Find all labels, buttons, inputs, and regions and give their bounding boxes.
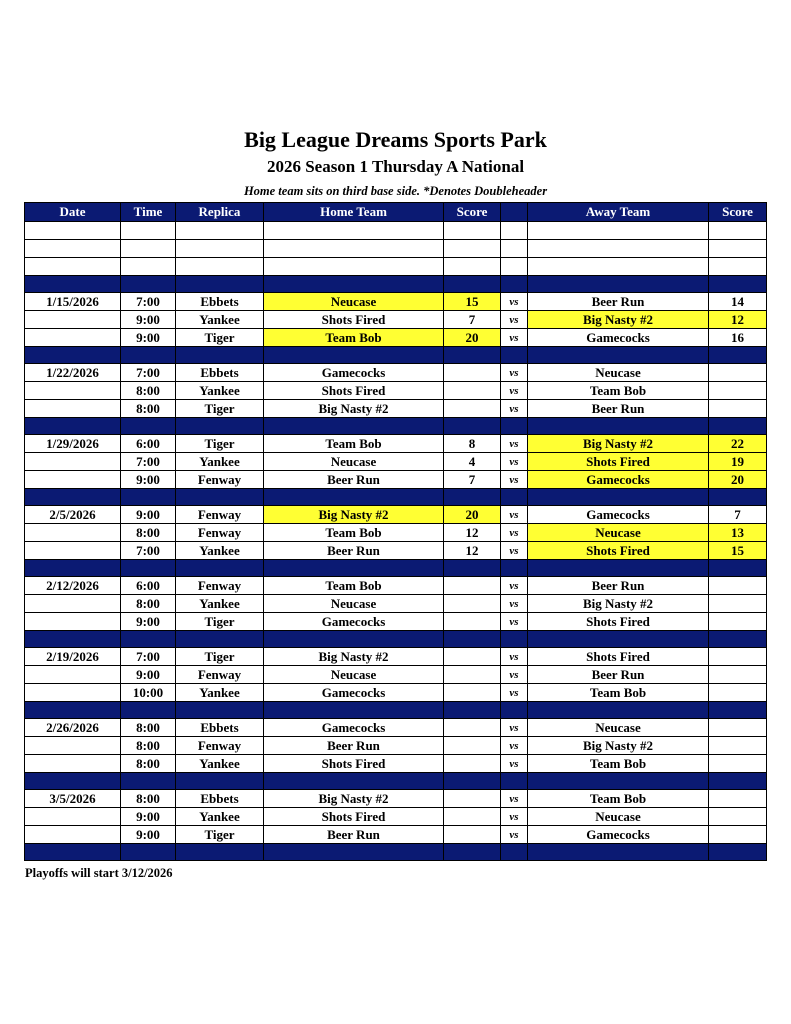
home-team: Big Nasty #2 (264, 506, 444, 524)
game-replica: Ebbets (176, 293, 264, 311)
game-time: 8:00 (121, 382, 176, 400)
game-replica: Yankee (176, 311, 264, 329)
vs-label: vs (501, 400, 528, 418)
home-team: Neucase (264, 666, 444, 684)
season-subtitle: 2026 Season 1 Thursday A National (266, 157, 525, 176)
week-divider (25, 276, 767, 293)
game-time: 9:00 (121, 826, 176, 844)
home-score (444, 400, 501, 418)
vs-label: vs (501, 737, 528, 755)
vs-label: vs (501, 471, 528, 489)
game-row (25, 471, 767, 489)
vs-label: vs (501, 311, 528, 329)
away-team: Gamecocks (528, 506, 709, 524)
game-date (25, 595, 121, 613)
vs-label: vs (501, 613, 528, 631)
game-replica: Yankee (176, 453, 264, 471)
game-time: 7:00 (121, 364, 176, 382)
game-date: 3/5/2026 (25, 790, 121, 808)
game-replica: Tiger (176, 613, 264, 631)
away-score: 15 (709, 542, 767, 560)
col-header-home-team: Home Team (264, 203, 444, 222)
home-team: Shots Fired (264, 311, 444, 329)
home-team: Gamecocks (264, 613, 444, 631)
away-team: Neucase (528, 524, 709, 542)
away-score: 7 (709, 506, 767, 524)
col-header-time: Time (121, 203, 176, 222)
home-team: Shots Fired (264, 382, 444, 400)
away-score: 14 (709, 293, 767, 311)
game-row (25, 595, 767, 613)
game-row (25, 826, 767, 844)
game-time: 8:00 (121, 524, 176, 542)
away-team: Big Nasty #2 (528, 311, 709, 329)
game-row (25, 790, 767, 808)
home-score (444, 826, 501, 844)
game-date: 2/12/2026 (25, 577, 121, 595)
game-date (25, 311, 121, 329)
away-team: Shots Fired (528, 542, 709, 560)
blank-row (25, 240, 767, 258)
col-header-away-team: Away Team (528, 203, 709, 222)
away-score (709, 648, 767, 666)
game-time: 9:00 (121, 311, 176, 329)
home-score (444, 382, 501, 400)
game-replica: Tiger (176, 648, 264, 666)
home-score: 8 (444, 435, 501, 453)
game-row (25, 719, 767, 737)
home-score (444, 790, 501, 808)
vs-label: vs (501, 719, 528, 737)
home-team: Beer Run (264, 826, 444, 844)
game-row (25, 524, 767, 542)
away-score: 12 (709, 311, 767, 329)
game-date (25, 542, 121, 560)
game-time: 8:00 (121, 790, 176, 808)
game-date (25, 684, 121, 702)
home-score: 4 (444, 453, 501, 471)
home-team: Neucase (264, 595, 444, 613)
home-team: Big Nasty #2 (264, 790, 444, 808)
game-date: 2/19/2026 (25, 648, 121, 666)
game-date (25, 453, 121, 471)
game-time: 8:00 (121, 400, 176, 418)
home-team: Beer Run (264, 737, 444, 755)
away-team: Shots Fired (528, 613, 709, 631)
home-score (444, 595, 501, 613)
game-replica: Yankee (176, 684, 264, 702)
game-time: 7:00 (121, 542, 176, 560)
away-team: Team Bob (528, 684, 709, 702)
week-divider (25, 702, 767, 719)
home-team: Gamecocks (264, 684, 444, 702)
game-replica: Yankee (176, 542, 264, 560)
game-time: 8:00 (121, 755, 176, 773)
week-divider (25, 560, 767, 577)
away-team: Gamecocks (528, 826, 709, 844)
away-score: 19 (709, 453, 767, 471)
away-score (709, 790, 767, 808)
home-team: Beer Run (264, 471, 444, 489)
game-row (25, 737, 767, 755)
game-time: 6:00 (121, 577, 176, 595)
schedule-table (24, 202, 767, 861)
game-row (25, 613, 767, 631)
vs-label: vs (501, 826, 528, 844)
week-divider (25, 347, 767, 364)
home-team: Big Nasty #2 (264, 400, 444, 418)
game-row (25, 382, 767, 400)
game-row (25, 577, 767, 595)
away-team: Neucase (528, 719, 709, 737)
game-row (25, 293, 767, 311)
vs-label: vs (501, 755, 528, 773)
game-date (25, 400, 121, 418)
game-time: 8:00 (121, 737, 176, 755)
game-time: 6:00 (121, 435, 176, 453)
away-score (709, 595, 767, 613)
game-replica: Fenway (176, 577, 264, 595)
away-score (709, 719, 767, 737)
col-header-away-score: Score (709, 203, 767, 222)
vs-label: vs (501, 577, 528, 595)
home-team: Team Bob (264, 435, 444, 453)
away-score (709, 808, 767, 826)
away-score: 22 (709, 435, 767, 453)
game-date (25, 737, 121, 755)
away-score: 20 (709, 471, 767, 489)
away-score (709, 613, 767, 631)
game-replica: Ebbets (176, 364, 264, 382)
header-row (25, 203, 767, 222)
home-team: Team Bob (264, 577, 444, 595)
home-score: 12 (444, 542, 501, 560)
home-team: Team Bob (264, 524, 444, 542)
home-score (444, 737, 501, 755)
playoffs-note: Playoffs will start 3/12/2026 (25, 866, 173, 880)
game-time: 9:00 (121, 808, 176, 826)
game-replica: Yankee (176, 755, 264, 773)
away-team: Shots Fired (528, 648, 709, 666)
vs-label: vs (501, 329, 528, 347)
home-score (444, 684, 501, 702)
away-team: Gamecocks (528, 471, 709, 489)
game-replica: Ebbets (176, 790, 264, 808)
away-team: Team Bob (528, 755, 709, 773)
vs-label: vs (501, 506, 528, 524)
vs-label: vs (501, 595, 528, 613)
vs-label: vs (501, 524, 528, 542)
game-row (25, 755, 767, 773)
home-team: Neucase (264, 453, 444, 471)
away-score (709, 364, 767, 382)
game-date (25, 666, 121, 684)
away-team: Gamecocks (528, 329, 709, 347)
week-divider (25, 631, 767, 648)
vs-label: vs (501, 808, 528, 826)
week-divider (25, 773, 767, 790)
page-title: Big League Dreams Sports Park (244, 127, 547, 152)
home-team: Neucase (264, 293, 444, 311)
game-replica: Fenway (176, 471, 264, 489)
col-header-replica: Replica (176, 203, 264, 222)
home-score (444, 577, 501, 595)
game-row (25, 666, 767, 684)
game-time: 9:00 (121, 471, 176, 489)
home-score: 15 (444, 293, 501, 311)
vs-label: vs (501, 542, 528, 560)
game-date (25, 524, 121, 542)
home-team: Team Bob (264, 329, 444, 347)
away-team: Neucase (528, 364, 709, 382)
vs-label: vs (501, 382, 528, 400)
vs-label: vs (501, 453, 528, 471)
home-score (444, 808, 501, 826)
away-team: Shots Fired (528, 453, 709, 471)
game-time: 7:00 (121, 453, 176, 471)
game-time: 9:00 (121, 329, 176, 347)
game-date (25, 613, 121, 631)
game-time: 8:00 (121, 595, 176, 613)
away-score (709, 666, 767, 684)
game-replica: Tiger (176, 435, 264, 453)
away-score (709, 826, 767, 844)
game-row (25, 453, 767, 471)
vs-label: vs (501, 684, 528, 702)
away-team: Beer Run (528, 666, 709, 684)
home-team: Beer Run (264, 542, 444, 560)
away-score: 13 (709, 524, 767, 542)
game-row (25, 311, 767, 329)
game-row (25, 329, 767, 347)
game-date (25, 755, 121, 773)
game-row (25, 542, 767, 560)
game-row (25, 808, 767, 826)
game-date (25, 826, 121, 844)
game-row (25, 364, 767, 382)
game-replica: Fenway (176, 666, 264, 684)
home-team-note: Home team sits on third base side. *Denotes Doubleheader (243, 184, 548, 198)
home-score: 7 (444, 311, 501, 329)
game-row (25, 648, 767, 666)
home-team: Shots Fired (264, 808, 444, 826)
game-replica: Yankee (176, 382, 264, 400)
game-date: 2/26/2026 (25, 719, 121, 737)
game-replica: Fenway (176, 506, 264, 524)
game-row (25, 435, 767, 453)
home-team: Shots Fired (264, 755, 444, 773)
vs-label: vs (501, 648, 528, 666)
away-team: Big Nasty #2 (528, 435, 709, 453)
home-score: 20 (444, 506, 501, 524)
home-score (444, 719, 501, 737)
game-replica: Tiger (176, 329, 264, 347)
home-score (444, 755, 501, 773)
game-date (25, 808, 121, 826)
home-team: Big Nasty #2 (264, 648, 444, 666)
vs-label: vs (501, 364, 528, 382)
game-replica: Fenway (176, 524, 264, 542)
away-team: Beer Run (528, 400, 709, 418)
away-team: Beer Run (528, 577, 709, 595)
blank-row (25, 258, 767, 276)
away-score (709, 755, 767, 773)
home-score (444, 666, 501, 684)
blank-row (25, 222, 767, 240)
away-score (709, 400, 767, 418)
home-score (444, 613, 501, 631)
col-header-date: Date (25, 203, 121, 222)
game-date: 1/15/2026 (25, 293, 121, 311)
col-header-vs (501, 203, 528, 222)
game-date (25, 471, 121, 489)
game-time: 7:00 (121, 293, 176, 311)
home-score (444, 364, 501, 382)
away-team: Team Bob (528, 382, 709, 400)
vs-label: vs (501, 293, 528, 311)
game-row (25, 506, 767, 524)
away-team: Big Nasty #2 (528, 737, 709, 755)
game-replica: Ebbets (176, 719, 264, 737)
week-divider (25, 418, 767, 435)
game-time: 9:00 (121, 613, 176, 631)
game-time: 8:00 (121, 719, 176, 737)
game-replica: Fenway (176, 737, 264, 755)
game-time: 10:00 (121, 684, 176, 702)
vs-label: vs (501, 790, 528, 808)
schedule-body (25, 222, 767, 861)
game-date: 1/29/2026 (25, 435, 121, 453)
game-date (25, 329, 121, 347)
away-team: Neucase (528, 808, 709, 826)
away-score (709, 577, 767, 595)
home-score: 7 (444, 471, 501, 489)
col-header-home-score: Score (444, 203, 501, 222)
vs-label: vs (501, 435, 528, 453)
game-time: 9:00 (121, 506, 176, 524)
game-date: 1/22/2026 (25, 364, 121, 382)
home-score: 12 (444, 524, 501, 542)
away-score: 16 (709, 329, 767, 347)
home-team: Gamecocks (264, 719, 444, 737)
away-team: Beer Run (528, 293, 709, 311)
away-score (709, 737, 767, 755)
game-date (25, 382, 121, 400)
away-team: Big Nasty #2 (528, 595, 709, 613)
away-team: Team Bob (528, 790, 709, 808)
game-row (25, 684, 767, 702)
game-replica: Tiger (176, 400, 264, 418)
away-score (709, 684, 767, 702)
home-score (444, 648, 501, 666)
game-time: 9:00 (121, 666, 176, 684)
game-date: 2/5/2026 (25, 506, 121, 524)
week-divider (25, 844, 767, 861)
away-score (709, 382, 767, 400)
game-row (25, 400, 767, 418)
home-team: Gamecocks (264, 364, 444, 382)
game-replica: Yankee (176, 595, 264, 613)
week-divider (25, 489, 767, 506)
game-replica: Tiger (176, 826, 264, 844)
home-score: 20 (444, 329, 501, 347)
game-replica: Yankee (176, 808, 264, 826)
vs-label: vs (501, 666, 528, 684)
game-time: 7:00 (121, 648, 176, 666)
